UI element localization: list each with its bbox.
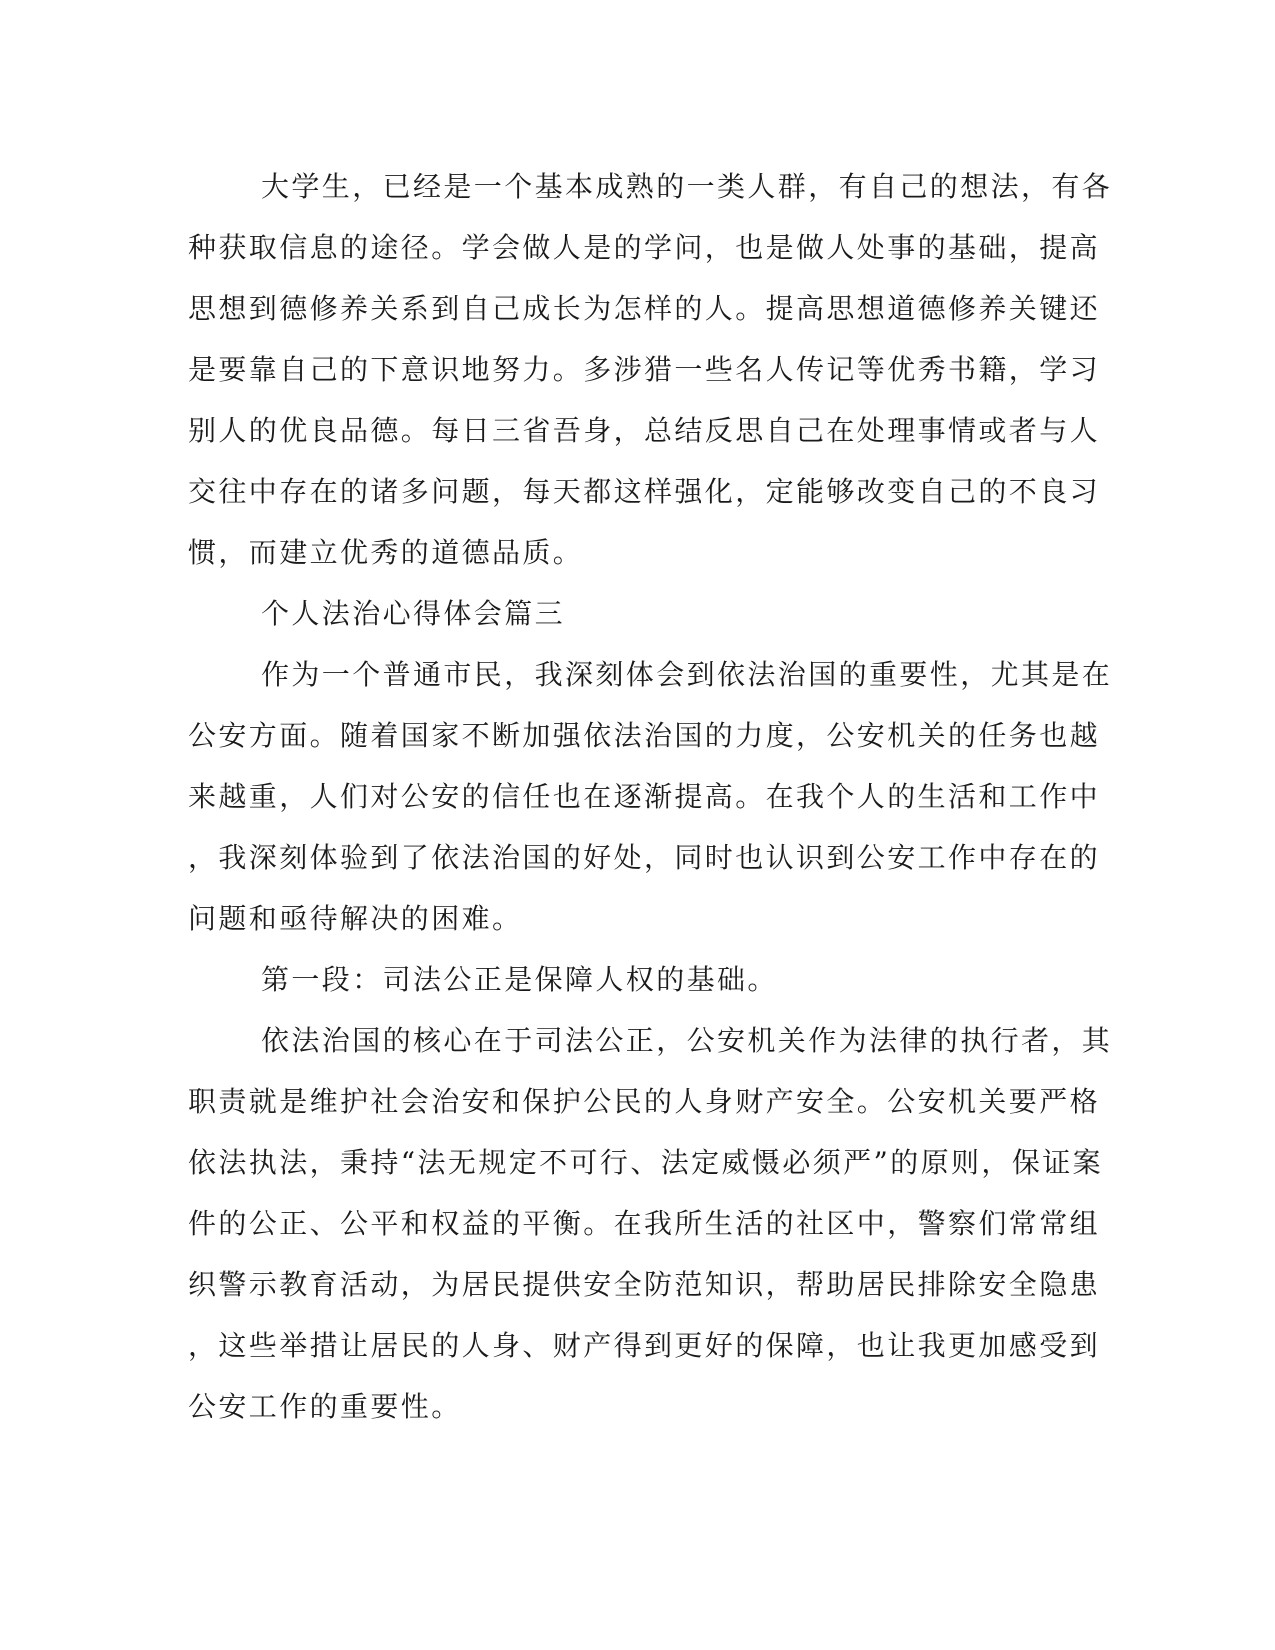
paragraph-line: 大学生，已经是一个基本成熟的一类人群，有自己的想法，有各 <box>261 170 1113 203</box>
paragraph-line: 惯，而建立优秀的道德品质。 <box>188 536 584 569</box>
paragraph-line: 职责就是维护社会治安和保护公民的人身财产安全。公安机关要严格 <box>188 1085 1101 1118</box>
paragraph-line: ，这些举措让居民的人身、财产得到更好的保障，也让我更加感受到 <box>188 1329 1101 1362</box>
paragraph-line: 种获取信息的途径。学会做人是的学问，也是做人处事的基础，提高 <box>188 231 1101 264</box>
paragraph-line: 问题和亟待解决的困难。 <box>188 902 523 935</box>
paragraph-line: 件的公正、公平和权益的平衡。在我所生活的社区中，警察们常常组 <box>188 1207 1101 1240</box>
paragraph-line: 别人的优良品德。每日三省吾身，总结反思自己在处理事情或者与人 <box>188 414 1101 447</box>
section-subheading: 第一段：司法公正是保障人权的基础。 <box>261 963 778 996</box>
paragraph-line: ，我深刻体验到了依法治国的好处，同时也认识到公安工作中存在的 <box>188 841 1101 874</box>
paragraph-line: 依法治国的核心在于司法公正，公安机关作为法律的执行者，其 <box>261 1024 1113 1057</box>
paragraph-line: 是要靠自己的下意识地努力。多涉猎一些名人传记等优秀书籍，学习 <box>188 353 1101 386</box>
section-heading: 个人法治心得体会篇三 <box>261 597 566 630</box>
paragraph-line: 依法执法，秉持“法无规定不可行、法定威慑必须严”的原则，保证案 <box>188 1146 1104 1179</box>
paragraph-line: 织警示教育活动，为居民提供安全防范知识，帮助居民排除安全隐患 <box>188 1268 1101 1301</box>
document-body <box>188 156 1113 1437</box>
paragraph-line: 来越重，人们对公安的信任也在逐渐提高。在我个人的生活和工作中 <box>188 780 1101 813</box>
paragraph-line: 公安工作的重要性。 <box>188 1390 462 1423</box>
paragraph-line: 公安方面。随着国家不断加强依法治国的力度，公安机关的任务也越 <box>188 719 1101 752</box>
paragraph-line: 作为一个普通市民，我深刻体会到依法治国的重要性，尤其是在 <box>261 658 1113 691</box>
paragraph-line: 交往中存在的诸多问题，每天都这样强化，定能够改变自己的不良习 <box>188 475 1101 508</box>
paragraph-line: 思想到德修养关系到自己成长为怎样的人。提高思想道德修养关键还 <box>188 292 1101 325</box>
